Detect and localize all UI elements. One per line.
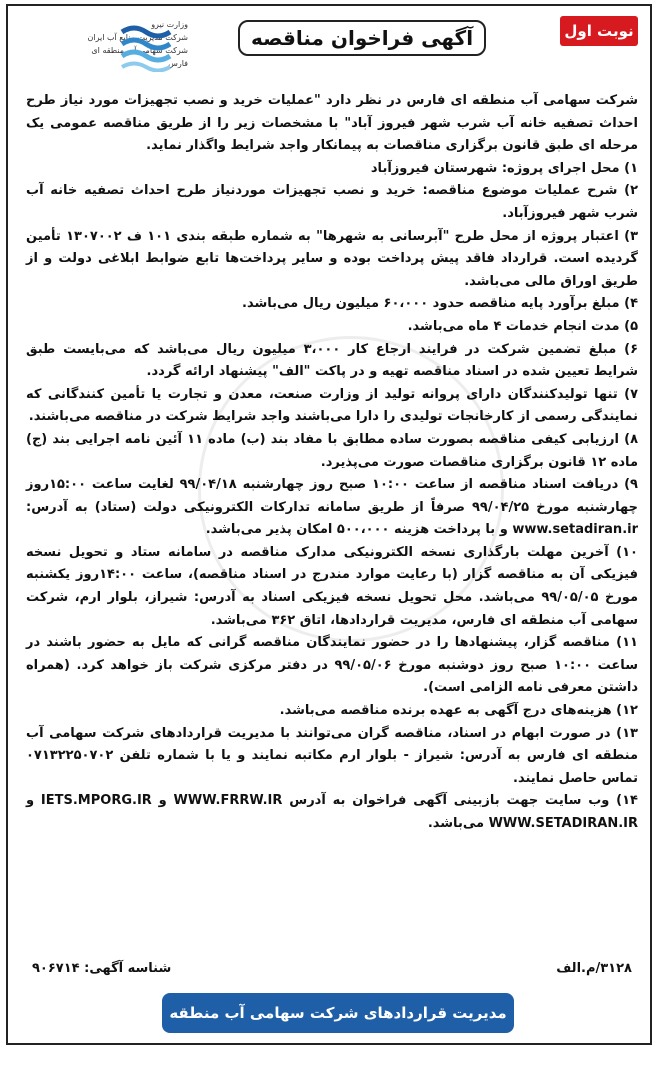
item-7: ۷) تنها تولیدکنندگان دارای پروانه تولید از وزارت صنعت، معدن و تجارت یا تأمین کنندگانی که نمایندگی رسمی از کارخانجات تولیدی را دارا می‌باشند واجد شرایط شرکت در مناقصه می‌باشند. xyxy=(26,386,638,425)
notice-title: آگهی فراخوان مناقصه xyxy=(238,20,486,56)
notice-meta xyxy=(32,961,632,985)
item-10: ۱۰) آخرین مهلت بارگذاری نسخه الکترونیکی مدارک مناقصه در سامانه ستاد و تحویل نسخه فیزیکی آن به مناقصه گزار (با رعایت موارد مندرج در اسناد مناقصه)، ساعت ۱۴:۰۰روز یکشنبه مورخ ۹۹/۰۵/۰۵ می‌باشد. محل تحویل نسخه فیزیکی اسناد به آدرس: شیراز، بلوار ارم، شرکت سهامی آب منطقه ای فارس، مدیریت قراردادها، اتاق ۳۶۲ می‌باشد. xyxy=(26,544,639,628)
item-1: ۱) محل اجرای پروژه: شهرستان فیروزآباد xyxy=(370,160,638,176)
logo-line-2: شرکت مدیریت منابع آب ایران xyxy=(87,33,188,42)
ad-identifier: شناسه آگهی: ۹۰۶۷۱۴ xyxy=(32,961,172,976)
issuer-footer: مدیریت قراردادهای شرکت سهامی آب منطقه ای فارس xyxy=(162,993,514,1033)
item-13: ۱۳) در صورت ابهام در اسناد، مناقصه گران می‌توانند با مدیریت قراردادهای شرکت سهامی آب منطقه ای فارس به آدرس: شیراز - بلوار ارم مکاتبه نمایند و یا با شماره تلفن ۰۷۱۳۲۲۵۰۷۰۲ تماس حاصل نمایند. xyxy=(26,725,638,786)
item-12: ۱۲) هزینه‌های درج آگهی به عهده برنده مناقصه می‌باشد. xyxy=(279,703,638,719)
item-11: ۱۱) مناقصه گزار، پیشنهادها را در حضور نمایندگان مناقصه گرانی که مایل به حضور باشند در ساعت ۱۰:۰۰ صبح روز دوشنبه مورخ ۹۹/۰۵/۰۶ در دفتر مرکزی شرکت باز خواهد کرد. (همراه داشتن معرفی نامه الزامی است). xyxy=(26,635,638,696)
notice-header xyxy=(16,14,644,78)
notice-frame xyxy=(6,4,652,1062)
item-3: ۳) اعتبار پروژه از محل طرح "آبرسانی به شهرها" به شماره طبقه بندی ۱۰۱ ف ۱۳۰۷۰۰۲ تأمین گردیده است. قرارداد فاقد پیش پرداخت بوده و سایر پرداخت‌ها تابع ضوابط ابلاغی دولت و از طریق اوراق مالی می‌باشد. xyxy=(26,228,638,289)
item-9: ۹) دریافت اسناد مناقصه از ساعت ۱۰:۰۰ صبح روز چهارشنبه ۹۹/۰۴/۱۸ لغایت ساعت ۱۵:۰۰روز چهارشنبه مورخ ۹۹/۰۴/۲۵ صرفاً از طریق سامانه تدارکات الکترونیکی دولت (ستاد) به آدرس: www.setadiran.ir و با پرداخت هزینه ۵۰۰،۰۰۰ امکان پذیر می‌باشد. xyxy=(26,477,638,538)
intro-paragraph: شرکت سهامی آب منطقه ای فارس در نظر دارد "عملیات خرید و نصب تجهیزات مورد نیاز طرح احداث تصفیه خانه آب شرب شهر فیروز آباد" با مشخصات زیر را از طریق مناقصه عمومی یک مرحله ای طبق قانون برگزاری مناقصات به پیمانکار واجد شرایط واگذار نماید. xyxy=(26,93,638,154)
water-waves-logo-icon xyxy=(120,22,172,72)
notice-body xyxy=(26,90,638,836)
item-6: ۶) مبلغ تضمین شرکت در فرایند ارجاع کار ۳،۰۰۰ میلیون ریال می‌باشد که می‌بایست طبق شرایط تعیین شده در اسناد مناقصه تهیه و در پاکت "الف" پیشنهاد ارائه گردد. xyxy=(26,341,639,380)
logo-line-3: شرکت سهامی آب منطقه ای فارس xyxy=(91,46,188,68)
item-2: ۲) شرح عملیات موضوع مناقصه: خرید و نصب تجهیزات موردنیاز طرح احداث تصفیه خانه آب شرب شهر فیروزآباد. xyxy=(26,183,638,221)
item-5: ۵) مدت انجام خدمات ۴ ماه می‌باشد. xyxy=(407,318,638,334)
reference-number: ۳۱۲۸/م.الف xyxy=(556,961,632,976)
logo-line-1: وزارت نیرو xyxy=(151,20,188,29)
first-publication-badge: نوبت اول xyxy=(560,16,638,46)
item-14: ۱۴) وب سایت جهت بازبینی آگهی فراخوان به آدرس WWW.FRRW.IR و IETS.MPORG.IR و WWW.SETADIRAN.IR می‌باشد. xyxy=(26,793,638,831)
item-4: ۴) مبلغ برآورد پایه مناقصه حدود ۶۰،۰۰۰ میلیون ریال می‌باشد. xyxy=(242,296,638,312)
item-8: ۸) ارزیابی کیفی مناقصه بصورت ساده مطابق با مفاد بند (ب) ماده ۱۱ آئین نامه اجرایی بند (ج) ماده ۱۲ قانون برگزاری مناقصات صورت می‌پذیرد. xyxy=(26,431,638,470)
